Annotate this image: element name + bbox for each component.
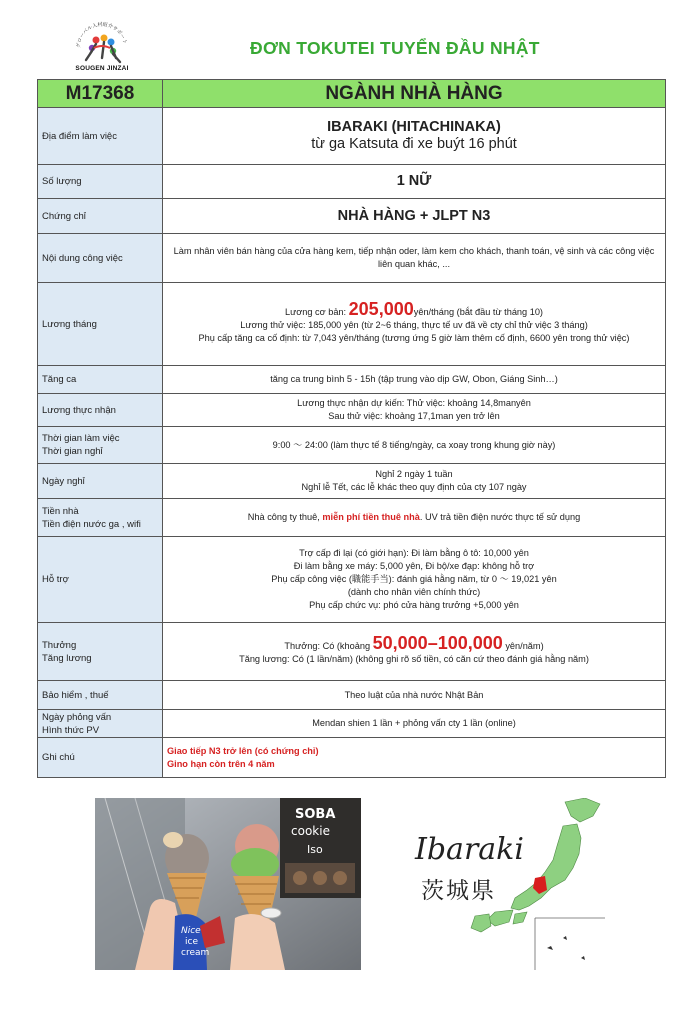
takehome-label: Lương thực nhận [38,394,163,427]
row-insurance [38,681,666,710]
salary-trial: Lương thử việc: 185,000 yên (từ 2~6 tháng, thực tế uv đã về cty chỉ thử việc 3 tháng) [240,320,588,330]
salary-base-amount: 205,000 [348,299,414,319]
holidays-label: Ngày nghỉ [38,464,163,499]
housing-highlight: miễn phí tiền thuê nhà [322,512,420,522]
support-line5: Phụ cấp chức vụ: phó cửa hàng trưởng +5,000 yên [309,600,519,610]
logo-arc-text: グローバル人材紹介サポート [75,21,128,49]
row-overtime [38,366,666,394]
logo-figures-icon [66,18,138,68]
quantity-label: Số lượng [38,165,163,199]
job-industry: NGÀNH NHÀ HÀNG [163,80,666,108]
worktime-value: 9:00 ～ 24:00 (làm thực tế 8 tiếng/ngày, ca xoay trong khung giờ này) [163,427,666,464]
interview-value: Mendan shien 1 lần + phỏng vấn cty 1 lần (online) [163,710,666,738]
location-label: Địa điểm làm việc [38,108,163,165]
support-line1: Trợ cấp đi lại (có giới hạn): Đi làm bằng ô tô: 10,000 yên [299,548,529,558]
job-content-label: Nội dung công việc [38,234,163,283]
salary-label: Lương tháng [38,283,163,366]
notes-line2: Gino hạn còn trên 4 năm [167,758,275,769]
worktime-label2: Thời gian nghỉ [42,446,103,457]
row-salary [38,283,666,366]
row-holidays [38,464,666,499]
housing-value: Nhà công ty thuê, miễn phí tiền thuê nhà. UV trả tiền điện nước thực tế sử dụng [163,499,666,537]
notes-label: Ghi chú [38,738,163,778]
row-worktime [38,427,666,464]
location-line1: IBARAKI (HITACHINAKA) [327,119,501,135]
ice-cream-photo [95,798,361,970]
worktime-label1: Thời gian làm việc [42,433,120,444]
notes-line1: Giao tiếp N3 trở lên (có chứng chỉ) [167,745,319,756]
row-bonus [38,623,666,681]
company-logo [66,18,138,76]
row-support [38,537,666,623]
overtime-value: tăng ca trung bình 5 - 15h (tập trung vào dịp GW, Obon, Giáng Sinh…) [163,366,666,394]
photo-sign-line2: cookie [291,824,330,838]
row-location [38,108,666,165]
support-line4: (dành cho nhân viên chính thức) [347,587,481,597]
certificate-label: Chứng chỉ [38,199,163,234]
row-job-content [38,234,666,283]
row-certificate [38,199,666,234]
location-line2: từ ga Katsuta đi xe buýt 16 phút [311,136,517,152]
bonus-label2: Tăng lương [42,652,92,664]
job-table [37,79,666,778]
bonus-line: Thưởng: Có (khoảng 50,000–100,000 yên/năm) [284,633,544,653]
ibaraki-map [395,798,635,970]
takehome-line1: Lương thực nhận dự kiến: Thử việc: khoảng 14,8manyên [297,398,531,408]
housing-label2: Tiền điện nước ga , wifi [42,518,141,530]
support-label: Hỗ trợ [38,537,163,623]
support-line2: Đi làm bằng xe máy: 5,000 yên, Đi bộ/xe đạp: không hỗ trợ [293,561,535,571]
salary-base: Lương cơ bản: 205,000yên/tháng (bắt đầu từ tháng 10) [284,299,543,319]
row-notes [38,738,666,778]
map-title-en: Ibaraki [415,832,524,867]
certificate-value: NHÀ HÀNG + JLPT N3 [337,207,491,224]
insurance-value: Theo luật của nhà nước Nhật Bản [163,681,666,710]
bonus-amount: 50,000–100,000 [372,633,503,653]
map-title-jp: 茨城県 [421,878,496,904]
ice-cream-illustration [95,798,361,970]
insurance-label: Bảo hiểm , thuế [38,681,163,710]
row-interview [38,710,666,738]
photo-cup-text3: cream [181,948,210,958]
table-header-row [38,80,666,108]
interview-label1: Ngày phỏng vấn [42,711,112,723]
housing-label1: Tiền nhà [42,505,79,517]
row-takehome [38,394,666,427]
quantity-value: 1 NỮ [396,173,432,189]
photo-cup-text2: ice [185,937,198,947]
photo-sign-line3: Iso [307,843,323,856]
photo-sign-line1: SOBA [295,807,336,822]
holidays-line1: Nghỉ 2 ngày 1 tuần [375,469,453,479]
page-header [0,0,699,78]
salary-overtime-allowance: Phụ cấp tăng ca cố định: từ 7,043 yên/tháng (tương ứng 5 giờ làm thêm cố định, 6600 yên trong thử việc) [198,333,630,343]
support-line3: Phụ cấp công việc (職能手当): đánh giá hằng năm, từ 0 ～ 19,021 yên [271,574,557,584]
job-code: M17368 [38,80,163,108]
svg-text:グローバル人材紹介サポート [75,21,128,48]
overtime-label: Tăng ca [38,366,163,394]
photo-cup-text1: Nice [181,926,201,936]
row-housing [38,499,666,537]
takehome-line2: Sau thử việc: khoảng 17,1man yen trở lên [328,411,500,421]
bonus-label1: Thưởng [42,639,77,651]
page-title: ĐƠN TOKUTEI TUYỂN ĐẦU NHẬT [250,38,540,58]
raise-line: Tăng lương: Có (1 lần/năm) (không ghi rõ số tiền, có căn cứ theo đánh giá hằng năm) [239,654,589,664]
interview-label2: Hình thức PV [42,724,100,736]
row-quantity [38,165,666,199]
holidays-line2: Nghỉ lễ Tết, các lễ khác theo quy định của cty 107 ngày [301,482,527,492]
job-content-value: Làm nhân viên bán hàng của cửa hàng kem, tiếp nhận oder, làm kem cho khách, thanh toán, vệ sinh và các công việc liên quan khác, ... [163,234,666,283]
logo-text: SOUGEN JINZAI [75,65,129,72]
